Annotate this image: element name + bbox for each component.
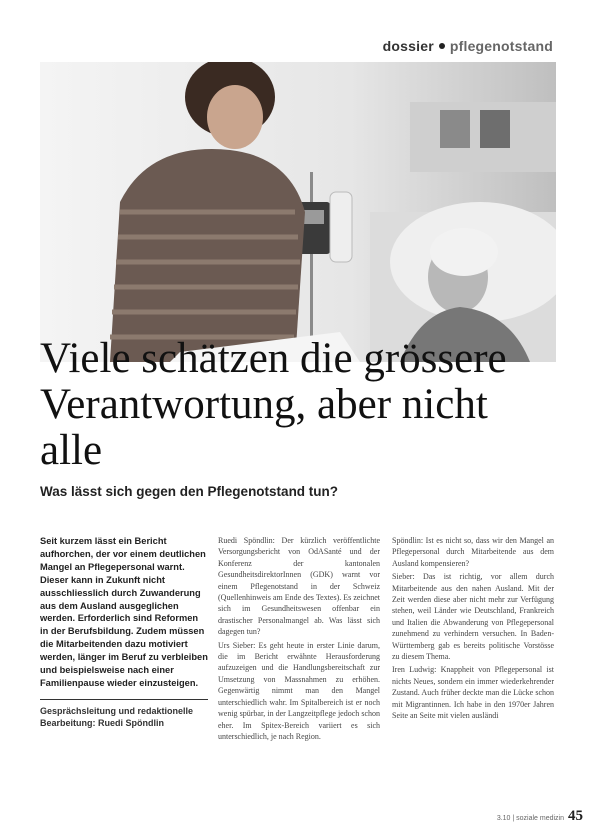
section-name: dossier: [382, 38, 434, 54]
bullet-dot-icon: [439, 43, 445, 49]
lead-column: [40, 535, 208, 730]
body-paragraph: Sieber: Das ist richtig, vor allem durch Mitarbeitende aus den nahen Ausland. Mit der Zeit werden diese aber nicht mehr zur Verfügung stehen, weil Länder wie Deutschland, Frankreich und Italien die Abwanderung von Pflegepersonal zunehmend zu verhindern versuchen. In Baden-Württemberg gab es bereits politische Vorstösse zu diesem Thema.: [392, 572, 554, 662]
article-deck: Was lässt sich gegen den Pflegenotstand tun?: [40, 484, 339, 499]
issue-label: 3.10 | soziale medizin: [496, 815, 564, 822]
body-paragraph: Urs Sieber: Es geht heute in erster Linie darum, die im Bericht erwähnte Herausforderung aufzuzeigen und die Handlungsbereitschaft zur Umsetzung von Massnahmen zu erhöhen. Gegenwärtig nimmt man den Mangel unterschiedlich wahr. Im Spitalbereich ist er noch wenig spürbar, in der Langzeitpflege jedoch schon eher. Im Spitex-Bereich variiert es sich unterschiedlich, je nach Region.: [218, 640, 380, 741]
section-label: [383, 38, 553, 54]
body-paragraph: Spöndlin: Ist es nicht so, dass wir den Mangel an Pflegepersonal durch Mitarbeitende aus dem Ausland kompensieren?: [392, 536, 554, 568]
body-paragraph: Iren Ludwig: Knappheit von Pflegepersonal ist nichts Neues, sondern ein immer wiederkehrender Zustand. Auch früher deckte man die Lücke schon mit Migrantinnen. Ich habe in den 1970er Jahren Seite an Seite mit vielen ausländi: [392, 665, 554, 721]
body-column-3: [392, 535, 554, 724]
article-photo: [40, 62, 556, 362]
article-headline: Viele schätzen die grössere Verantwortung, aber nicht alle: [40, 335, 507, 474]
page-number: 45: [568, 808, 583, 824]
credits: Gesprächsleitung und redaktionelle Bearbeitung: Ruedi Spöndlin: [40, 699, 208, 730]
section-topic: pflegenotstand: [449, 38, 553, 54]
page-footer: [497, 808, 583, 825]
body-paragraph: Ruedi Spöndlin: Der kürzlich veröffentlichte Versorgungsbericht von OdASanté und der Konferenz der kantonalen GesundheitsdirektorInnen (GDK) warnt vor einem Pflegenotstand in der Schweiz (Quellenhinweis am Ende des Textes). Es zeichnet sich im Gesundheitswesen offenbar ein drastischer Personalmangel ab. Was lässt sich dagegen tun?: [218, 536, 380, 637]
body-column-2: [218, 535, 380, 744]
lead-paragraph: Seit kurzem lässt ein Bericht aufhorchen, der vor einem deutlichen Mangel an Pflegepersonal warnt. Dieser kann in Zukunft nicht ausschliesslich durch Zuwanderung aus dem Ausland ausgeglichen werden. Erforderlich sind Reformen in der Berufsbildung. Zudem müssen die Mitarbeitenden dazu motiviert werden, länger im Beruf zu verbleiben und beispielsweise nach einer Familienpause wieder einzusteigen.: [40, 536, 208, 688]
